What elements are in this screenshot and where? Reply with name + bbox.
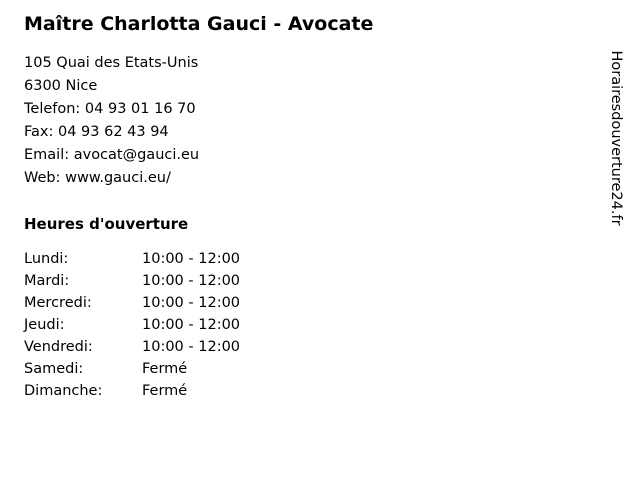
phone-line: Telefon: 04 93 01 16 70 bbox=[24, 101, 196, 117]
day-time: 10:00 - 12:00 bbox=[142, 339, 241, 355]
table-row bbox=[24, 380, 240, 402]
day-time: 10:00 - 12:00 bbox=[142, 317, 241, 333]
day-label: Samedi: bbox=[24, 361, 84, 377]
table-row bbox=[24, 314, 240, 336]
day-time: 10:00 - 12:00 bbox=[142, 251, 241, 267]
table-row bbox=[24, 270, 240, 292]
day-time: 10:00 - 12:00 bbox=[142, 273, 241, 289]
opening-hours-heading: Heures d'ouverture bbox=[24, 215, 189, 233]
day-label: Dimanche: bbox=[24, 383, 103, 399]
table-row bbox=[24, 248, 240, 270]
day-label: Jeudi: bbox=[24, 317, 65, 333]
day-time: Fermé bbox=[142, 361, 188, 377]
page-title: Maître Charlotta Gauci - Avocate bbox=[24, 13, 374, 35]
web-line: Web: www.gauci.eu/ bbox=[24, 170, 171, 186]
day-label: Mercredi: bbox=[24, 295, 92, 311]
day-time: Fermé bbox=[142, 383, 188, 399]
day-label: Lundi: bbox=[24, 251, 69, 267]
table-row bbox=[24, 358, 240, 380]
day-label: Mardi: bbox=[24, 273, 70, 289]
source-watermark-text: Horairesdouverture24.fr bbox=[608, 50, 624, 226]
email-line: Email: avocat@gauci.eu bbox=[24, 147, 200, 163]
table-row bbox=[24, 292, 240, 314]
address-line-1: 105 Quai des Etats-Unis bbox=[24, 55, 199, 71]
address-line-2: 6300 Nice bbox=[24, 78, 98, 94]
day-label: Vendredi: bbox=[24, 339, 93, 355]
opening-hours-table bbox=[24, 248, 240, 402]
source-watermark bbox=[610, 0, 640, 480]
business-info-block bbox=[24, 12, 584, 402]
day-time: 10:00 - 12:00 bbox=[142, 295, 241, 311]
fax-line: Fax: 04 93 62 43 94 bbox=[24, 124, 169, 140]
table-row bbox=[24, 336, 240, 358]
